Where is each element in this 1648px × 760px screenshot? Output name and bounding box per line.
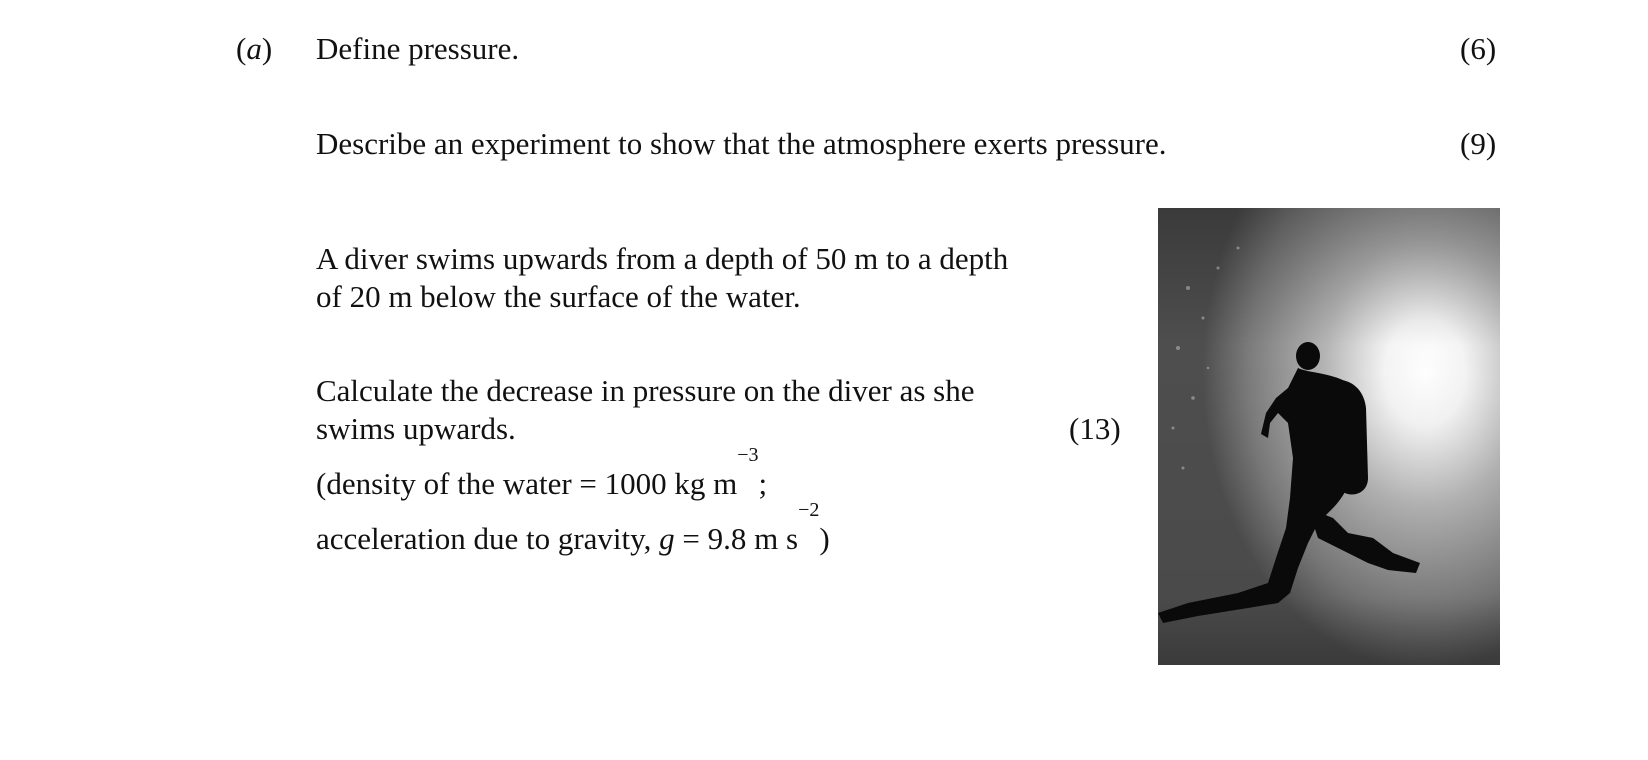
density-exponent: −3 <box>737 444 759 466</box>
gravity-suffix: ) <box>819 521 830 556</box>
scenario-line-1: A diver swims upwards from a depth of 50 m to a depth <box>316 241 1009 276</box>
describe-experiment-text: Describe an experiment to show that the atmosphere exerts pressure. <box>316 126 1167 161</box>
gravity-exponent: −2 <box>798 499 820 521</box>
part-letter: a <box>246 31 262 66</box>
gravity-given <box>316 499 830 558</box>
part-label: (a) <box>236 31 273 66</box>
marks-calculation: (13) <box>1069 411 1121 446</box>
density-text: (density of the water = 1000 kg m <box>316 466 738 501</box>
marks-describe: (9) <box>1460 126 1497 161</box>
density-given <box>316 444 768 503</box>
define-pressure-text: Define pressure. <box>316 31 520 66</box>
diver-photo <box>1158 208 1500 665</box>
calculation-line-1: Calculate the decrease in pressure on the diver as she <box>316 373 975 408</box>
calculation-line-2: swims upwards. <box>316 411 516 446</box>
gravity-value: = 9.8 m s <box>674 521 799 556</box>
density-suffix: ; <box>758 466 768 501</box>
gravity-text: acceleration due to gravity, <box>316 521 660 556</box>
scenario-line-2: of 20 m below the surface of the water. <box>316 279 801 314</box>
marks-define: (6) <box>1460 31 1497 66</box>
diver-silhouette-image <box>1158 208 1500 665</box>
gravity-symbol: g <box>659 521 675 556</box>
